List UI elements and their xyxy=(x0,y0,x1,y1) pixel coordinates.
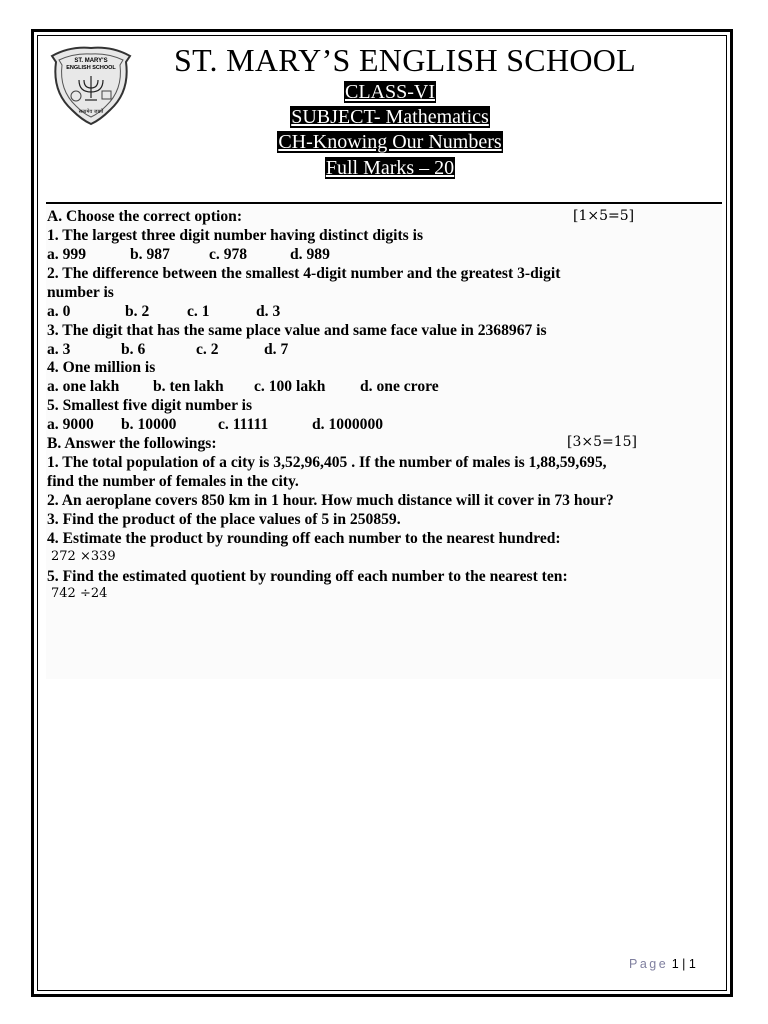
question-a1: 1. The largest three digit number having distinct digits is xyxy=(47,227,424,244)
school-crest-logo xyxy=(48,44,134,126)
chapter-title xyxy=(140,131,640,154)
option-a3-d: d. 7 xyxy=(264,341,289,358)
option-a3-b: b. 6 xyxy=(121,341,146,358)
section-a-heading: A. Choose the correct option: xyxy=(47,208,243,225)
option-a4-c: c. 100 lakh xyxy=(254,378,326,395)
question-a5: 5. Smallest five digit number is xyxy=(47,397,253,414)
logo-motto: सत्यमेव जयते xyxy=(78,109,104,115)
option-a1-b: b. 987 xyxy=(130,246,170,263)
logo-text-line1: ST. MARY'S xyxy=(74,58,108,64)
question-a2-cont: number is xyxy=(47,284,114,301)
page-footer xyxy=(629,957,696,971)
option-a1-c: c. 978 xyxy=(209,246,248,263)
question-b4: 4. Estimate the product by rounding off each number to the nearest hundred: xyxy=(47,530,561,547)
option-a4-b: b. ten lakh xyxy=(153,378,224,395)
subject-title xyxy=(140,106,640,129)
question-b1-cont: find the number of females in the city. xyxy=(47,473,299,490)
section-a-marks: [1×5=5] xyxy=(573,208,635,224)
section-b-marks: [3×5=15] xyxy=(567,434,638,450)
school-name: ST. MARY’S ENGLISH SCHOOL xyxy=(173,42,637,78)
option-a5-b: b. 10000 xyxy=(121,416,177,433)
option-a2-d: d. 3 xyxy=(256,303,281,320)
option-a2-a: a. 0 xyxy=(47,303,71,320)
class-title xyxy=(140,81,640,104)
page-separator: | xyxy=(682,957,686,971)
question-b3: 3. Find the product of the place values of 5 in 250859. xyxy=(47,511,401,528)
page-label: Page xyxy=(629,957,669,971)
option-a5-c: c. 11111 xyxy=(218,416,269,433)
option-a2-b: b. 2 xyxy=(125,303,150,320)
question-b1: 1. The total population of a city is 3,52,96,405 . If the number of males is 1,88,59,695, xyxy=(47,454,607,471)
option-a2-c: c. 1 xyxy=(187,303,210,320)
option-a3-a: a. 3 xyxy=(47,341,71,358)
question-b2: 2. An aeroplane covers 850 km in 1 hour. How much distance will it cover in 73 hour? xyxy=(47,492,614,509)
option-a1-d: d. 989 xyxy=(290,246,330,263)
question-a2: 2. The difference between the smallest 4-digit number and the greatest 3-digit xyxy=(47,265,561,282)
question-a4: 4. One million is xyxy=(47,359,156,376)
option-a5-d: d. 1000000 xyxy=(312,416,384,433)
question-b5-expression: 742 ÷24 xyxy=(51,586,108,601)
option-a4-a: a. one lakh xyxy=(47,378,120,395)
full-marks-text: Full Marks – 20 xyxy=(325,157,455,179)
question-a3: 3. The digit that has the same place value and same face value in 2368967 is xyxy=(47,322,547,339)
header-divider xyxy=(46,202,722,204)
full-marks-title xyxy=(140,157,640,180)
option-a4-d: d. one crore xyxy=(360,378,439,395)
question-b5: 5. Find the estimated quotient by rounding off each number to the nearest ten: xyxy=(47,568,568,585)
subject-title-text: SUBJECT- Mathematics xyxy=(291,106,489,128)
option-a3-c: c. 2 xyxy=(196,341,219,358)
question-b4-expression: 272 ×339 xyxy=(51,549,116,564)
option-a1-a: a. 999 xyxy=(47,246,86,263)
class-title-text: CLASS-VI xyxy=(344,81,435,103)
logo-text-line2: ENGLISH SCHOOL xyxy=(66,65,116,71)
chapter-title-text: CH-Knowing Our Numbers xyxy=(278,131,502,153)
page-number: 1 xyxy=(671,957,679,971)
option-a5-a: a. 9000 xyxy=(47,416,94,433)
page-total: 1 xyxy=(688,957,696,971)
section-b-heading: B. Answer the followings: xyxy=(47,435,217,452)
